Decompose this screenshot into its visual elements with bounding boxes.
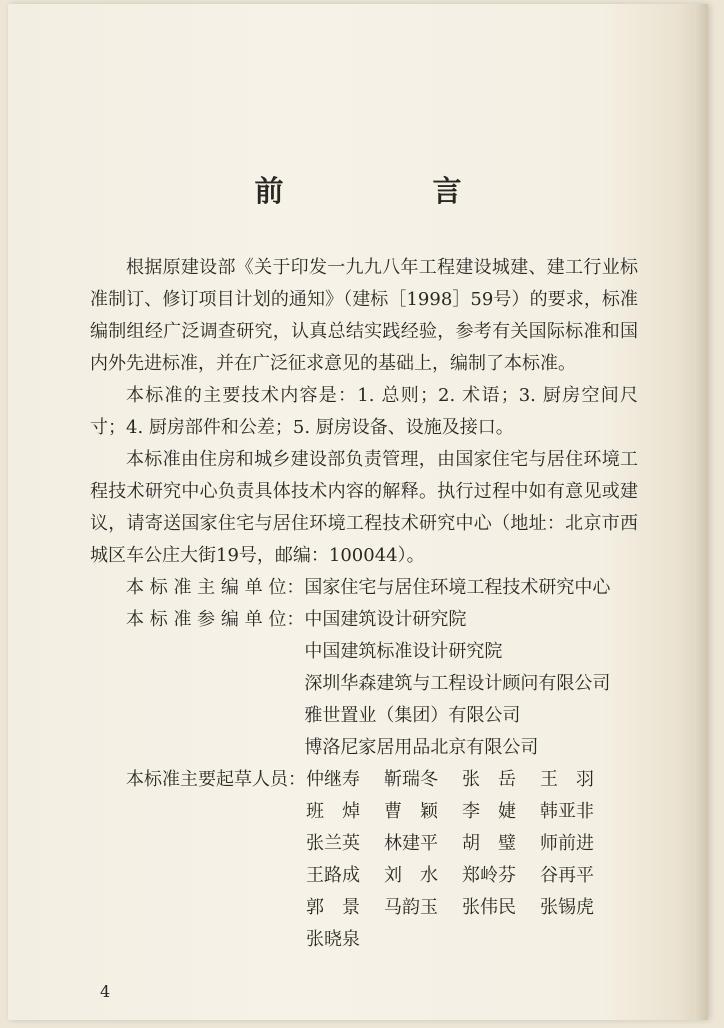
preface-paragraph-1: 根据原建设部《关于印发一九九八年工程建设城建、建工行业标准制订、修订项目计划的通知》（建标［1998］59号）的要求，标准编制组经广泛调查研究，认真总结实践经验，参考有关国际标准和国内外先进标准，并在广泛征求意见的基础上，编制了本标准。 xyxy=(90,257,638,374)
participating-unit-section xyxy=(90,604,638,764)
drafter-name: 张伟民 xyxy=(462,897,516,918)
participating-unit-name: 博洛尼家居用品北京有限公司 xyxy=(304,737,539,758)
drafters-label: 本标准主要起草人员： xyxy=(126,769,306,790)
drafter-name: 郭 景 xyxy=(306,897,360,918)
drafter-name: 李 婕 xyxy=(462,801,516,822)
drafter-name: 郑岭芬 xyxy=(462,865,516,886)
page-spine-shadow xyxy=(694,4,708,1020)
document-page xyxy=(8,4,708,1020)
page-number: 4 xyxy=(100,982,111,1001)
drafter-name: 马韵玉 xyxy=(384,897,438,918)
drafter-name: 张晓泉 xyxy=(306,929,360,950)
drafter-name: 林建平 xyxy=(384,833,438,854)
drafter-name: 曹 颖 xyxy=(384,801,438,822)
chief-unit-label: 本 标 准 主 编 单 位： xyxy=(126,577,305,598)
participating-unit-name: 中国建筑标准设计研究院 xyxy=(304,641,503,662)
drafter-name: 仲继寿 xyxy=(306,769,360,790)
drafter-name: 师前进 xyxy=(540,833,594,854)
participating-unit-name: 深圳华森建筑与工程设计顾问有限公司 xyxy=(304,673,611,694)
chief-unit-name: 国家住宅与居住环境工程技术研究中心 xyxy=(304,577,611,598)
preface-paragraph-2: 本标准的主要技术内容是：1. 总则；2. 术语；3. 厨房空间尺寸；4. 厨房部件和公差；5. 厨房设备、设施及接口。 xyxy=(90,385,638,438)
drafter-name: 王 羽 xyxy=(540,769,594,790)
drafters-list xyxy=(306,764,618,956)
drafters-section xyxy=(90,764,638,956)
drafter-name: 张锡虎 xyxy=(540,897,594,918)
participating-unit-name: 中国建筑设计研究院 xyxy=(304,609,467,630)
drafter-name: 王路成 xyxy=(306,865,360,886)
preface-body xyxy=(90,252,638,956)
chief-unit-section xyxy=(90,572,638,604)
page-title: 前 言 xyxy=(254,174,522,208)
drafter-name: 刘 水 xyxy=(384,865,438,886)
preface-paragraph-3: 本标准由住房和城乡建设部负责管理，由国家住宅与居住环境工程技术研究中心负责具体技术内容的解释。执行过程中如有意见或建议，请寄送国家住宅与居住环境工程技术研究中心（地址：北京市西城区车公庄大街19号，邮编：100044）。 xyxy=(90,449,638,566)
drafter-name: 班 焯 xyxy=(306,801,360,822)
chief-unit-list xyxy=(304,572,638,604)
drafter-name: 张兰英 xyxy=(306,833,360,854)
drafter-name: 韩亚非 xyxy=(540,801,594,822)
participating-unit-list xyxy=(304,604,638,764)
drafter-name: 胡 璧 xyxy=(462,833,516,854)
participating-unit-label: 本 标 准 参 编 单 位： xyxy=(126,609,305,630)
participating-unit-name: 雅世置业（集团）有限公司 xyxy=(304,705,521,726)
drafter-name: 靳瑞冬 xyxy=(384,769,438,790)
drafter-name: 张 岳 xyxy=(462,769,516,790)
drafter-name: 谷再平 xyxy=(540,865,594,886)
